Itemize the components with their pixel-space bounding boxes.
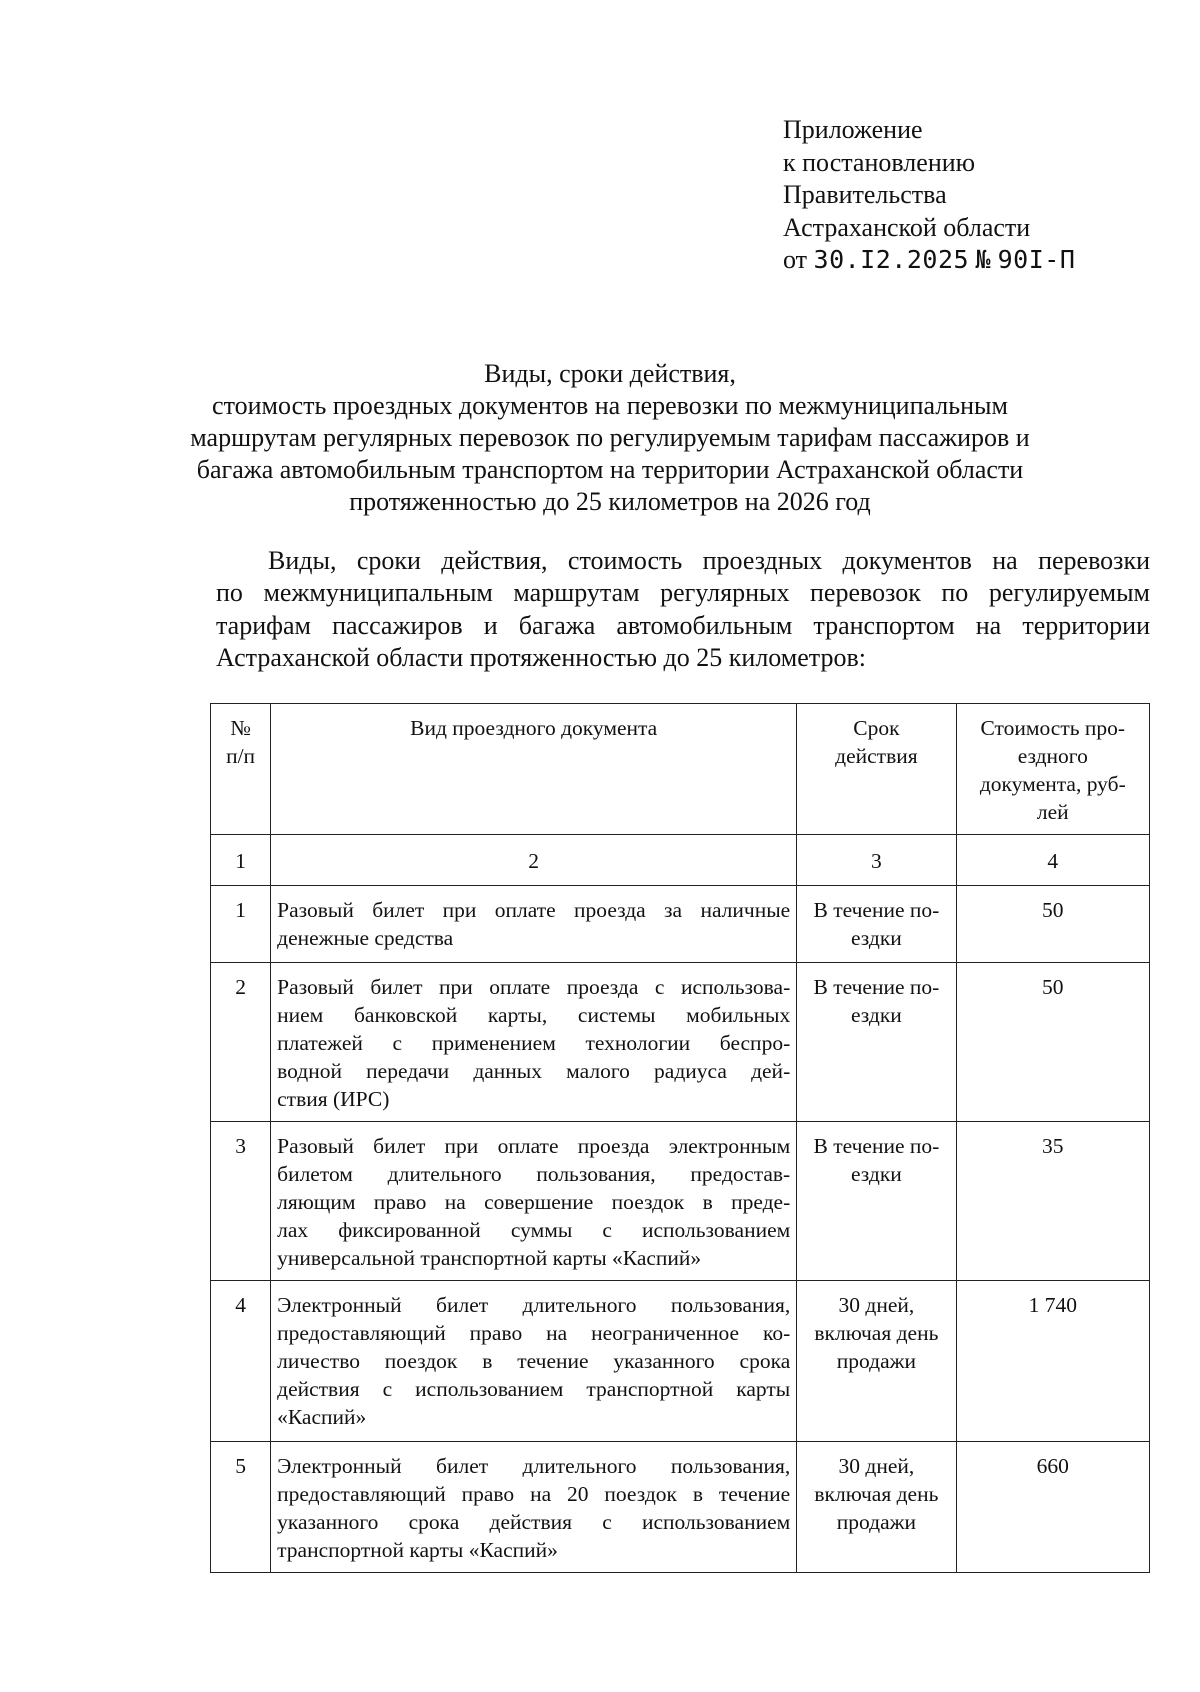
intro-line: Астраханской области протяженностью до 25 километров: [216,642,866,672]
table-row [211,1281,1150,1442]
column-number: 3 [797,835,956,886]
row-term: 30 дней, включая день продажи [797,1442,956,1573]
date-prefix: от [783,245,808,274]
number-sign: № [975,245,992,274]
table-row [211,963,1150,1122]
table-row [211,1442,1150,1573]
row-term: В течение по- ездки [797,886,956,963]
title-line: Виды, сроки действия, [484,359,736,388]
row-desc: Разовый билет при оплате проезда с использова- нием банковской карты, системы мобильных платежей с применением технологии беспро- водной передачи данных малого радиуса дей- ствия (ИРС) [271,963,797,1122]
column-number: 4 [956,835,1149,886]
header-type: Вид проездного документа [271,704,797,835]
intro-paragraph [216,545,1150,674]
row-term: В течение по- ездки [797,963,956,1122]
row-desc: Электронный билет длительного пользования, предоставляющий право на неограниченное ко- личество поездок в течение указанного срока действия с использованием транспортной карты «Каспий» [271,1281,797,1442]
table-row [211,1122,1150,1281]
column-number-row [211,835,1150,886]
table-header-row [211,704,1150,835]
appendix-line: Астраханской области [783,212,1031,242]
row-price: 50 [956,963,1149,1122]
table-row [211,886,1150,963]
header-price: Стоимость про- ездного документа, руб- лей [956,704,1149,835]
intro-line: по межмуниципальным маршрутам регулярных перевозок по регулируемым [216,578,1150,608]
row-num: 1 [211,886,271,963]
row-price: 660 [956,1442,1149,1573]
document-title [180,358,1040,518]
appendix-line: Правительства [783,180,947,209]
appendix-date-line [783,244,1075,277]
row-term: В течение по- ездки [797,1122,956,1281]
title-line: протяженностью до 25 километров на 2026 год [349,487,871,516]
title-line: маршрутам регулярных перевозок по регулируемым тарифам пассажиров и [190,423,1030,452]
header-term: Срок действия [797,704,956,835]
row-num: 2 [211,963,271,1122]
row-num: 5 [211,1442,271,1573]
resolution-number: 90I-П [997,245,1076,274]
column-number: 2 [271,835,797,886]
title-line: багажа автомобильным транспортом на территории Астраханской области [196,455,1024,484]
intro-line: Виды, сроки действия, стоимость проездных документов на перевозки [268,546,1150,575]
row-term: 30 дней, включая день продажи [797,1281,956,1442]
row-price: 35 [956,1122,1149,1281]
appendix-line: Приложение [783,115,923,144]
appendix-line: к постановлению [783,147,976,177]
fares-table [210,703,1150,1573]
row-price: 1 740 [956,1281,1149,1442]
row-num: 4 [211,1281,271,1442]
row-desc: Разовый билет при оплате проезда за наличные денежные средства [271,886,797,963]
header-num: № п/п [211,704,271,835]
row-desc: Разовый билет при оплате проезда электронным билетом длительного пользования, предостав- ляющим право на совершение поездок в преде- лах фиксированной суммы с использованием универсальной транспортной карты «Каспий» [271,1122,797,1281]
row-price: 50 [956,886,1149,963]
title-line: стоимость проездных документов на перевозки по межмуниципальным [212,391,1008,420]
intro-line: тарифам пассажиров и багажа автомобильным транспортом на территории [216,610,1150,640]
row-num: 3 [211,1122,271,1281]
row-desc: Электронный билет длительного пользования, предоставляющий право на 20 поездок в течение указанного срока действия с использованием транспортной карты «Каспий» [271,1442,797,1573]
appendix-header [783,114,1075,277]
column-number: 1 [211,835,271,886]
resolution-date: 30.I2.2025 [813,245,970,274]
